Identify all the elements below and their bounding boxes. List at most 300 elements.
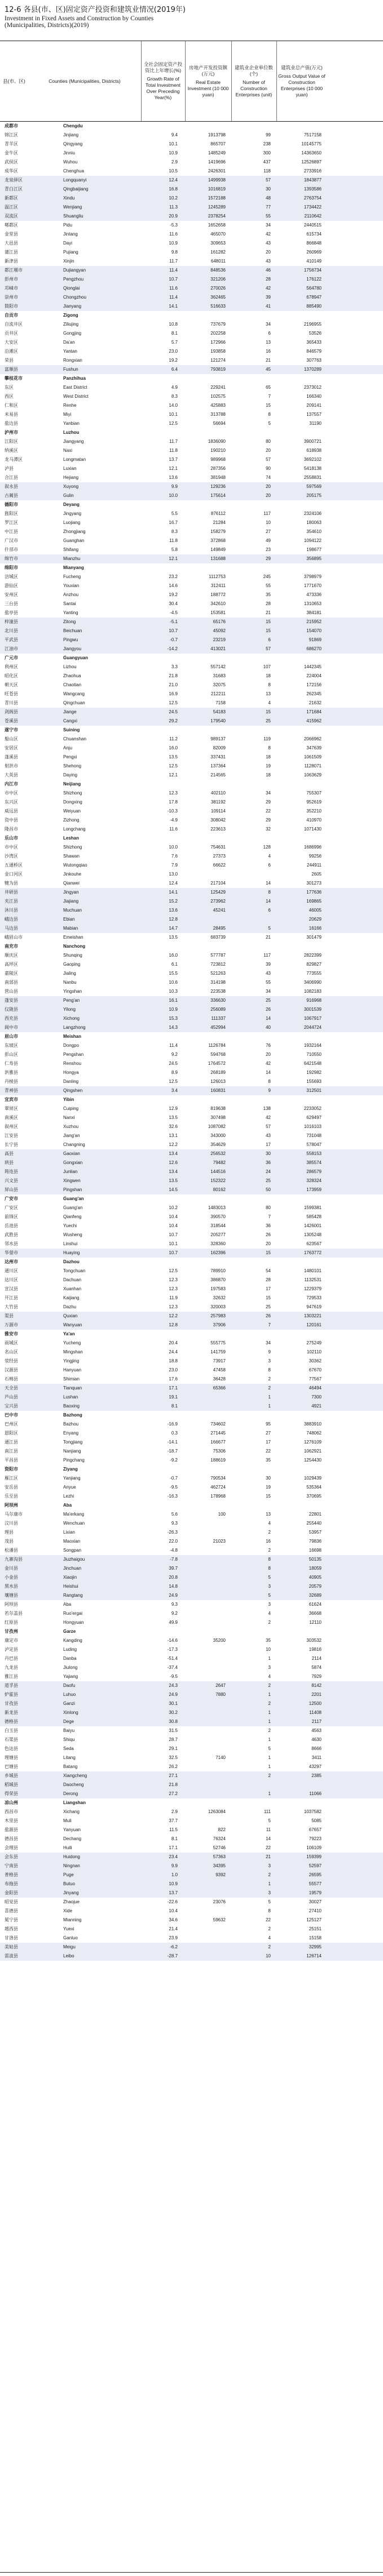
row-name-cn: 屏山县 <box>5 1187 18 1192</box>
row-name-en: Jiang'an <box>63 1133 80 1138</box>
cell-col1: 12.5 <box>169 1268 178 1273</box>
cell-col2: 45241 <box>213 908 226 913</box>
cell-col3: 25 <box>266 718 271 723</box>
cell-col3: 7 <box>268 394 271 399</box>
cell-col2: 452994 <box>210 1025 226 1030</box>
cell-col3: 18 <box>266 673 271 678</box>
row-name-en: Dachuan <box>63 1277 82 1282</box>
row-name-cn: 长宁县 <box>5 1142 18 1147</box>
cell-col1: 10.9 <box>169 1881 178 1886</box>
cell-col1: 9.2 <box>171 1611 178 1616</box>
row-name-en: Lixian <box>63 1530 75 1535</box>
cell-col1: 19.1 <box>169 1394 178 1400</box>
cell-col3: 1 <box>268 1881 271 1886</box>
cell-col2: 822 <box>218 1827 226 1832</box>
table-row <box>0 789 383 798</box>
row-name-cn: 壤塘县 <box>5 1593 18 1598</box>
table-row <box>0 176 383 185</box>
row-name-cn: 阆中市 <box>5 1025 18 1030</box>
table-row <box>0 1844 383 1853</box>
cell-col1: 8.1 <box>171 331 178 336</box>
cell-col3: 8 <box>268 890 271 895</box>
table-row <box>0 581 383 590</box>
cell-col4: 1254430 <box>303 1458 322 1463</box>
cell-col4: 846579 <box>306 349 322 354</box>
cell-col1: 9.2 <box>171 1052 178 1057</box>
row-name-cn: 江油市 <box>5 646 18 651</box>
row-name-en: Suining <box>63 727 80 732</box>
row-name-en: Emeishan <box>63 935 83 940</box>
cell-col3: 5 <box>268 926 271 931</box>
cell-col4: 3883910 <box>303 1422 322 1427</box>
cell-col3: 57 <box>266 177 271 183</box>
row-name-cn: 嘉陵区 <box>5 971 18 976</box>
row-name-cn: 锦江区 <box>5 132 18 137</box>
row-name-cn: 东区 <box>5 385 14 390</box>
cell-col2: 79482 <box>213 1160 226 1165</box>
cell-col3: 22 <box>266 809 271 814</box>
cell-col1: 13.4 <box>169 1151 178 1156</box>
table-row <box>0 1348 383 1357</box>
cell-col1: 30.8 <box>169 1719 178 1724</box>
header-col1-en: Growth Rate of Total Investment Over Preceding Year(%) <box>146 76 181 100</box>
cell-col3: 117 <box>263 511 271 516</box>
row-name-cn: 雁江区 <box>5 1476 18 1481</box>
table-row <box>0 1780 383 1789</box>
region-header-row <box>0 374 383 383</box>
cell-col4: 3411 <box>311 1755 322 1760</box>
cell-col3: 13 <box>266 1512 271 1517</box>
cell-col1: 13.5 <box>169 754 178 760</box>
table-row <box>0 753 383 762</box>
table-row <box>0 1880 383 1889</box>
cell-col2: 790534 <box>210 1476 226 1481</box>
row-name-en: Linshui <box>63 1241 78 1246</box>
header-col3-cn: 建筑业企业单位数(个) <box>234 64 273 77</box>
row-name-en: Jintang <box>63 232 78 237</box>
cell-col4: 7300 <box>311 1394 322 1400</box>
cell-col3: 32 <box>266 827 271 832</box>
cell-col4: 1229379 <box>303 1286 322 1291</box>
cell-col1: 11.8 <box>169 448 178 453</box>
cell-col4: 866848 <box>306 241 322 246</box>
cell-col2: 386870 <box>210 1277 226 1282</box>
row-name-en: Changning <box>63 1142 85 1147</box>
cell-col2: 52746 <box>213 1845 226 1850</box>
cell-col2: 56694 <box>213 421 226 426</box>
cell-col1: 12.6 <box>169 1160 178 1165</box>
table-row <box>0 464 383 473</box>
cell-col3: 36 <box>266 1223 271 1228</box>
row-name-cn: 小金县 <box>5 1575 18 1580</box>
cell-col3: 21 <box>266 610 271 615</box>
cell-col2: 462724 <box>210 1485 226 1490</box>
cell-col4: 2373012 <box>303 385 322 390</box>
cell-col4: 50135 <box>309 1557 322 1562</box>
cell-col1: 2.9 <box>171 159 178 165</box>
cell-col4: 384181 <box>306 610 322 615</box>
row-name-cn: 成华区 <box>5 168 18 174</box>
row-name-en: Lezhi <box>63 1494 74 1499</box>
cell-col3: 43 <box>266 971 271 976</box>
cell-col3: 8 <box>268 1557 271 1562</box>
cell-col4: 473336 <box>306 592 322 597</box>
cell-col2: 65366 <box>213 1385 226 1391</box>
cell-col3: 20 <box>266 1052 271 1057</box>
cell-col2: 1485249 <box>208 150 226 156</box>
cell-col1: 12.5 <box>169 700 178 705</box>
row-name-cn: 昭化区 <box>5 673 18 678</box>
row-name-cn: 凉山州 <box>5 1800 18 1805</box>
cell-col1: 16.9 <box>169 691 178 696</box>
table-row <box>0 852 383 861</box>
row-name-en: Yuechi <box>63 1223 77 1228</box>
cell-col4: 629497 <box>306 1115 322 1120</box>
row-name-cn: 理塘县 <box>5 1755 18 1760</box>
row-name-cn: 江安县 <box>5 1133 18 1138</box>
cell-col4: 36668 <box>309 1611 322 1616</box>
cell-col2: 734602 <box>210 1422 226 1427</box>
cell-col4: 303532 <box>306 1638 322 1643</box>
row-name-cn: 金阳县 <box>5 1890 18 1895</box>
cell-col1: 9.9 <box>171 1863 178 1868</box>
cell-col1: 13.4 <box>169 1169 178 1174</box>
cell-col2: 190210 <box>210 448 226 453</box>
cell-col3: 20 <box>266 493 271 498</box>
row-name-cn: 阿坝州 <box>5 1503 18 1508</box>
row-name-cn: 邛崃市 <box>5 286 18 291</box>
cell-col1: 1.0 <box>171 1872 178 1877</box>
cell-col4: 748062 <box>306 1431 322 1436</box>
cell-col2: 1087082 <box>208 1124 226 1129</box>
cell-col3: 28 <box>266 1277 271 1282</box>
cell-col2: 75306 <box>213 1449 226 1454</box>
cell-col4: 385574 <box>306 1160 322 1165</box>
cell-col4: 678947 <box>306 295 322 300</box>
table-row <box>0 681 383 690</box>
row-name-en: Nanxi <box>63 1115 75 1120</box>
cell-col3: 2 <box>268 1773 271 1778</box>
row-name-cn: 金口河区 <box>5 872 23 877</box>
cell-col2: 2426301 <box>208 168 226 174</box>
cell-col1: 10.7 <box>169 1232 178 1237</box>
cell-col3: 21 <box>266 935 271 940</box>
row-name-en: Xinlong <box>63 1710 78 1715</box>
table-row <box>0 1826 383 1835</box>
table-row <box>0 699 383 708</box>
row-name-cn: 汉源县 <box>5 1367 18 1373</box>
cell-col1: 27.1 <box>169 1773 178 1778</box>
cell-col1: -9.2 <box>170 1458 178 1463</box>
cell-col1: 10.8 <box>169 322 178 327</box>
cell-col2: 59632 <box>213 1917 226 1922</box>
cell-col1: 8.3 <box>171 394 178 399</box>
cell-col3: 57 <box>266 457 271 462</box>
row-name-en: Anju <box>63 745 73 750</box>
row-name-en: Renshou <box>63 1061 82 1066</box>
cell-col3: 20 <box>266 1241 271 1246</box>
row-name-cn: 广元市 <box>5 655 18 660</box>
cell-col1: 12.8 <box>169 917 178 922</box>
cell-col3: 3 <box>268 1665 271 1670</box>
row-name-en: Daocheng <box>63 1782 84 1787</box>
table-row <box>0 1375 383 1384</box>
cell-col1: 6.4 <box>171 367 178 372</box>
cell-col4: 67670 <box>309 1367 322 1373</box>
cell-col3: 35 <box>266 1638 271 1643</box>
row-name-en: Panzhihua <box>63 376 86 381</box>
cell-col3: 15 <box>266 619 271 624</box>
cell-col3: 49 <box>266 538 271 543</box>
row-name-en: Ya'an <box>63 1331 75 1336</box>
table-row <box>0 1717 383 1726</box>
cell-col4: 205175 <box>306 493 322 498</box>
table-row <box>0 627 383 636</box>
row-name-en: Jinyang <box>63 1890 79 1895</box>
row-name-cn: 市中区 <box>5 790 18 796</box>
row-name-en: Anyue <box>63 1485 76 1490</box>
cell-col1: -51.4 <box>167 1656 178 1661</box>
cell-col4: 55577 <box>309 1881 322 1886</box>
table-row <box>0 599 383 609</box>
cell-col4: 32995 <box>309 1944 322 1949</box>
cell-col2: 1245289 <box>208 205 226 210</box>
cell-col1: 24.9 <box>169 1692 178 1697</box>
row-name-cn: 金牛区 <box>5 150 18 156</box>
row-name-en: Baoxing <box>63 1404 80 1409</box>
cell-col3: 15 <box>266 1494 271 1499</box>
cell-col1: -28.7 <box>167 1953 178 1958</box>
cell-col2: 137364 <box>210 763 226 769</box>
cell-col4: 67657 <box>309 1827 322 1832</box>
table-row <box>0 1041 383 1050</box>
cell-col4: 615734 <box>306 232 322 237</box>
cell-col3: 25 <box>266 1178 271 1183</box>
table-row <box>0 1357 383 1366</box>
region-header-row <box>0 500 383 509</box>
table-row <box>0 1564 383 1573</box>
table-row <box>0 1744 383 1753</box>
table-row <box>0 536 383 545</box>
table-row <box>0 1546 383 1555</box>
cell-col4: 26595 <box>309 1872 322 1877</box>
cell-col3: 65 <box>266 385 271 390</box>
row-name-cn: 平武县 <box>5 637 18 642</box>
row-name-cn: 什邡市 <box>5 547 18 552</box>
row-name-cn: 广安区 <box>5 1205 18 1210</box>
cell-col4: 12526897 <box>301 159 322 165</box>
table-row <box>0 1925 383 1934</box>
cell-col2: 577787 <box>210 953 226 958</box>
cell-col4: 166340 <box>306 394 322 399</box>
cell-col1: -9.5 <box>170 1485 178 1490</box>
row-name-en: Xindu <box>63 196 75 201</box>
row-name-en: Baiyu <box>63 1728 75 1733</box>
cell-col1: 23.4 <box>169 1854 178 1859</box>
row-name-en: Pingshan <box>63 1187 82 1192</box>
table-row <box>0 1294 383 1303</box>
row-name-cn: 眉山市 <box>5 1034 18 1039</box>
cell-col2: 1483013 <box>208 1205 226 1210</box>
row-name-en: Fushun <box>63 367 78 372</box>
row-name-en: Maoxian <box>63 1539 81 1544</box>
cell-col4: 286579 <box>306 1169 322 1174</box>
row-name-cn: 茂县 <box>5 1539 14 1544</box>
row-name-cn: 若尔盖县 <box>5 1611 23 1616</box>
cell-col4: 198677 <box>306 547 322 552</box>
table-row <box>0 1600 383 1609</box>
row-name-cn: 仁寿县 <box>5 1061 18 1066</box>
cell-col4: 2324106 <box>303 511 322 516</box>
table-row <box>0 329 383 338</box>
row-name-en: Dongpo <box>63 1043 80 1048</box>
cell-col4: 1305248 <box>303 1232 322 1237</box>
cell-col3: 13 <box>266 691 271 696</box>
row-name-cn: 雅安市 <box>5 1331 18 1336</box>
cell-col4: 1426001 <box>303 1223 322 1228</box>
cell-col1: 9.9 <box>171 484 178 489</box>
cell-col2: 7880 <box>215 1692 226 1697</box>
row-name-cn: 叙永县 <box>5 484 18 489</box>
row-name-en: Seda <box>63 1746 74 1751</box>
row-name-en: Jiangyou <box>63 646 82 651</box>
row-name-en: Shuangliu <box>63 214 83 219</box>
table-row <box>0 437 383 446</box>
table-row <box>0 1898 383 1907</box>
cell-col3: 80 <box>266 439 271 444</box>
cell-col2: 193858 <box>210 349 226 354</box>
cell-col2: 819638 <box>210 1106 226 1111</box>
cell-col2: 321206 <box>210 277 226 282</box>
cell-col1: 49.9 <box>169 1620 178 1625</box>
cell-col4: 5085 <box>311 1818 322 1823</box>
cell-col4: 829827 <box>306 962 322 967</box>
cell-col4: 22801 <box>309 1512 322 1517</box>
row-name-cn: 乡城县 <box>5 1773 18 1778</box>
row-name-en: Shizhong <box>63 845 82 850</box>
row-name-en: Pingchang <box>63 1458 85 1463</box>
row-name-cn: 仪陇县 <box>5 1007 18 1012</box>
table-row <box>0 275 383 284</box>
cell-col2: 256532 <box>210 1151 226 1156</box>
row-name-en: Dechang <box>63 1836 82 1841</box>
row-name-en: Songpan <box>63 1548 82 1553</box>
cell-col1: 39.7 <box>169 1566 178 1571</box>
table-row <box>0 717 383 726</box>
cell-col4: 6421548 <box>303 1061 322 1066</box>
cell-col1: 11.4 <box>169 268 178 273</box>
cell-col3: 34 <box>266 1340 271 1345</box>
cell-col4: 2233052 <box>303 1106 322 1111</box>
row-name-en: Yucheng <box>63 1340 81 1345</box>
cell-col3: 43 <box>266 259 271 264</box>
cell-col2: 309653 <box>210 241 226 246</box>
row-name-en: Gulin <box>63 493 74 498</box>
row-name-en: Dujiangyan <box>63 268 86 273</box>
cell-col1: 23.2 <box>169 574 178 579</box>
cell-col2: 57363 <box>213 1854 226 1859</box>
row-name-en: Jiulong <box>63 1665 78 1670</box>
cell-col2: 268189 <box>210 1070 226 1075</box>
cell-col3: 17 <box>266 1142 271 1147</box>
row-name-cn: 筠连县 <box>5 1169 18 1174</box>
cell-col1: 3.4 <box>171 1088 178 1093</box>
row-name-en: Xiangcheng <box>63 1773 87 1778</box>
row-name-cn: 东兴区 <box>5 800 18 805</box>
cell-col2: 66622 <box>213 863 226 868</box>
cell-col3: 36 <box>266 1160 271 1165</box>
row-name-en: Wangcang <box>63 691 85 696</box>
table-row <box>0 1059 383 1068</box>
cell-col2: 160831 <box>210 1088 226 1093</box>
row-name-en: Ganzi <box>63 1701 75 1706</box>
cell-col3: 25 <box>266 1304 271 1309</box>
table-row <box>0 924 383 933</box>
row-name-cn: 九龙县 <box>5 1665 18 1670</box>
cell-col2: 131688 <box>210 556 226 561</box>
cell-col1: 16.0 <box>169 953 178 958</box>
table-row <box>0 491 383 500</box>
cell-col3: 54 <box>266 1268 271 1273</box>
table-row <box>0 212 383 221</box>
row-name-en: Lushan <box>63 1394 78 1400</box>
row-name-cn: 丹巴县 <box>5 1656 18 1661</box>
row-name-cn: 市中区 <box>5 845 18 850</box>
cell-col2: 648011 <box>210 259 226 264</box>
cell-col4: 8142 <box>311 1683 322 1688</box>
row-name-cn: 利州区 <box>5 664 18 669</box>
cell-col3: 437 <box>263 159 271 165</box>
cell-col1: 24.3 <box>169 1683 178 1688</box>
row-name-cn: 北川县 <box>5 628 18 633</box>
cell-col1: -7.8 <box>170 1557 178 1562</box>
cell-col1: 10.4 <box>169 1223 178 1228</box>
cell-col4: 4630 <box>311 1737 322 1742</box>
cell-col4: 710550 <box>306 1052 322 1057</box>
cell-col4: 16698 <box>309 1548 322 1553</box>
cell-col4: 106109 <box>306 1845 322 1850</box>
table-row <box>0 1203 383 1213</box>
table-row <box>0 1276 383 1285</box>
header-col4-en: Gross Output Value of Construction Enterprises (10 000 yuan) <box>278 73 325 97</box>
cell-col3: 30 <box>266 1476 271 1481</box>
row-name-cn: 龙马潭区 <box>5 457 23 462</box>
row-name-en: Luhuo <box>63 1692 76 1697</box>
cell-col4: 30027 <box>309 1899 322 1904</box>
cell-col1: 12.1 <box>169 772 178 778</box>
table-row <box>0 1086 383 1095</box>
cell-col4: 260969 <box>306 250 322 255</box>
row-name-cn: 达州市 <box>5 1259 18 1264</box>
row-name-cn: 雅江县 <box>5 1674 18 1679</box>
table-row <box>0 861 383 870</box>
table-row <box>0 987 383 996</box>
row-name-en: Longmatan <box>63 457 86 462</box>
cell-col1: 10.9 <box>169 150 178 156</box>
table-row <box>0 762 383 771</box>
region-header-row <box>0 1330 383 1339</box>
row-name-en: Mianning <box>63 1917 82 1922</box>
cell-col1: 12.3 <box>169 1286 178 1291</box>
cell-col3: 8 <box>268 745 271 750</box>
table-row <box>0 1050 383 1059</box>
cell-col4: 2201 <box>311 1692 322 1697</box>
table-row <box>0 320 383 329</box>
row-name-en: Weiyuan <box>63 809 81 814</box>
cell-col2: 270026 <box>210 286 226 291</box>
cell-col2: 876112 <box>210 511 226 516</box>
row-name-cn: 合江县 <box>5 475 18 480</box>
